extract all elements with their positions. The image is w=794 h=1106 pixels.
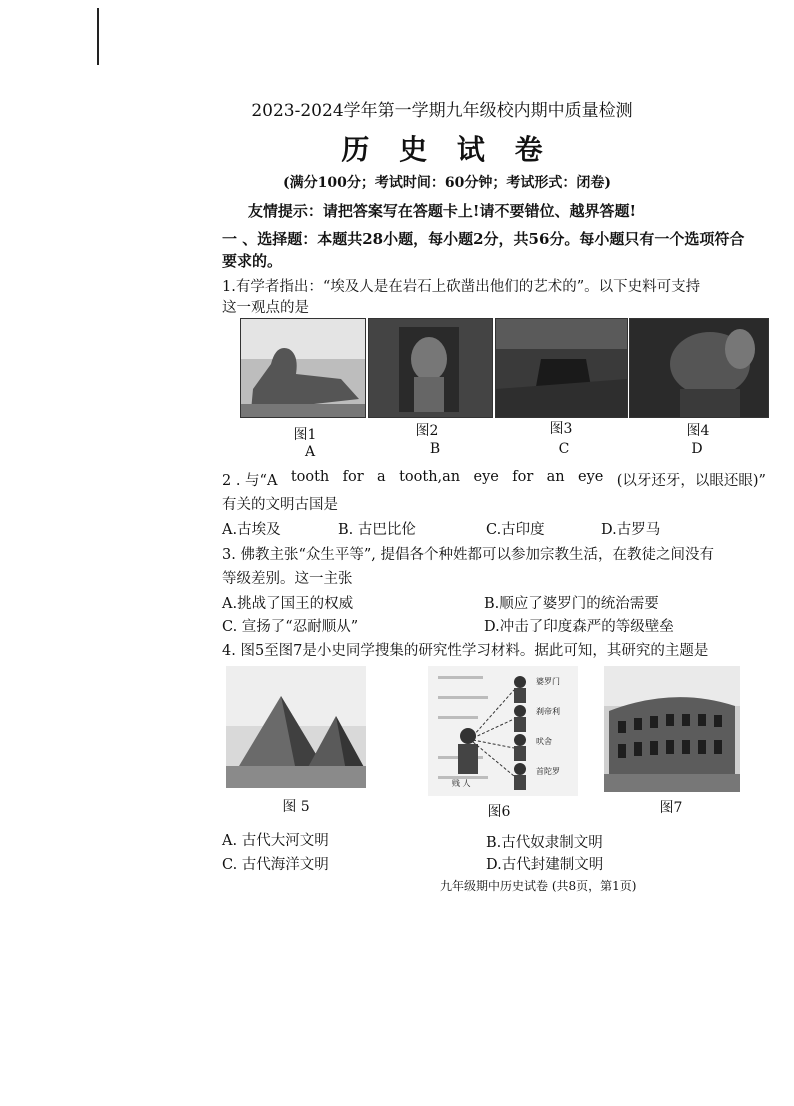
q3-option-b: B.顺应了婆罗门的统治需要 — [484, 596, 659, 612]
figure-2-rock-statue-image — [368, 318, 493, 418]
figure-5-pyramids-image — [226, 666, 366, 788]
binding-line — [97, 8, 99, 65]
q2-word: a — [377, 469, 386, 485]
q4-option-d: D.古代封建制文明 — [486, 857, 604, 873]
q4-option-c: C. 古代海洋文明 — [222, 857, 329, 873]
page-title: 历 史 试 卷 — [341, 133, 553, 166]
q2-word: for — [512, 469, 534, 485]
q3-option-d: D.冲击了印度森严的等级壁垒 — [484, 619, 674, 635]
q2-word: an — [546, 469, 565, 485]
q3-option-c: C. 宣扬了“忍耐顺从” — [222, 619, 359, 635]
q2-word: tooth,an — [399, 469, 461, 485]
figure-1-sphinx-image — [240, 318, 366, 418]
figure-7-colosseum-image — [604, 666, 740, 792]
q2-word: tooth — [290, 469, 330, 485]
question-1-line1: 1.有学者指出：“埃及人是在岩石上砍凿出他们的艺术的”。以下史料可支持 — [222, 279, 701, 295]
q4-option-b: B.古代奴隶制文明 — [486, 835, 603, 851]
figure-4-caption: 图4 — [686, 423, 710, 439]
caste-label-kshatriya: 刹帝利 — [536, 707, 560, 716]
q3-option-a: A.挑战了国王的权威 — [222, 596, 354, 612]
figure-3-caption: 图3 — [549, 421, 573, 437]
figure-5-caption: 图 5 — [282, 799, 310, 815]
caste-label-vaishya: 吠舍 — [536, 737, 552, 746]
option-b-letter: B — [429, 441, 441, 457]
figure-1-caption: 图1 — [293, 427, 317, 443]
q4-option-a: A. 古代大河文明 — [222, 833, 329, 849]
caste-label-untouchable: 贱 人 — [452, 779, 471, 788]
figure-6-caption: 图6 — [487, 804, 511, 820]
friendly-tip: 友情提示：请把答案写在答题卡上!请不要错位、越界答题! — [247, 202, 637, 220]
q2-word: eye — [473, 469, 499, 485]
section-heading: 一 、选择题：本题共28小题，每小题2分，共56分。每小题只有一个选项符合 — [222, 230, 745, 248]
page-footer: 九年级期中历史试卷 (共8页，第1页) — [440, 879, 637, 893]
option-a-letter: A — [304, 444, 316, 460]
figure-3-tomb-image — [495, 318, 628, 418]
caste-label-brahmin: 婆罗门 — [536, 677, 560, 686]
q2-option-a: A.古埃及 — [222, 522, 281, 538]
q2-word: for — [342, 469, 364, 485]
figure-4-sculpture-image — [629, 318, 769, 418]
question-2-line1 — [222, 469, 766, 490]
figure-7-caption: 图7 — [659, 800, 683, 816]
exam-info: (满分100分；考试时间：60分钟；考试形式：闭卷) — [283, 175, 611, 191]
q2-word: 2 . 与“A — [222, 473, 278, 489]
question-2-line2: 有关的文明古国是 — [222, 497, 338, 513]
q2-option-d: D.古罗马 — [601, 522, 661, 538]
q2-word: (以牙还牙，以眼还眼)” — [616, 473, 766, 489]
section-heading-cont: 要求的。 — [222, 252, 283, 270]
question-4-line1: 4. 图5至图7是小史同学搜集的研究性学习材料。据此可知，其研究的主题是 — [222, 643, 709, 659]
exam-line: 2023-2024学年第一学期九年级校内期中质量检测 — [251, 101, 633, 121]
option-c-letter: C — [558, 441, 570, 457]
caste-label-shudra: 首陀罗 — [536, 767, 560, 776]
q2-word: eye — [578, 469, 604, 485]
question-3-line1: 3. 佛教主张“众生平等”, 提倡各个种姓都可以参加宗教生活，在教徒之间没有 — [222, 547, 714, 563]
question-1-line2: 这一观点的是 — [222, 300, 309, 316]
figure-2-caption: 图2 — [415, 423, 439, 439]
q2-option-c: C.古印度 — [486, 522, 545, 538]
figure-6-caste-diagram — [428, 666, 578, 796]
question-3-line2: 等级差别。这一主张 — [222, 571, 353, 587]
q2-option-b: B. 古巴比伦 — [338, 522, 416, 538]
option-d-letter: D — [691, 441, 703, 457]
